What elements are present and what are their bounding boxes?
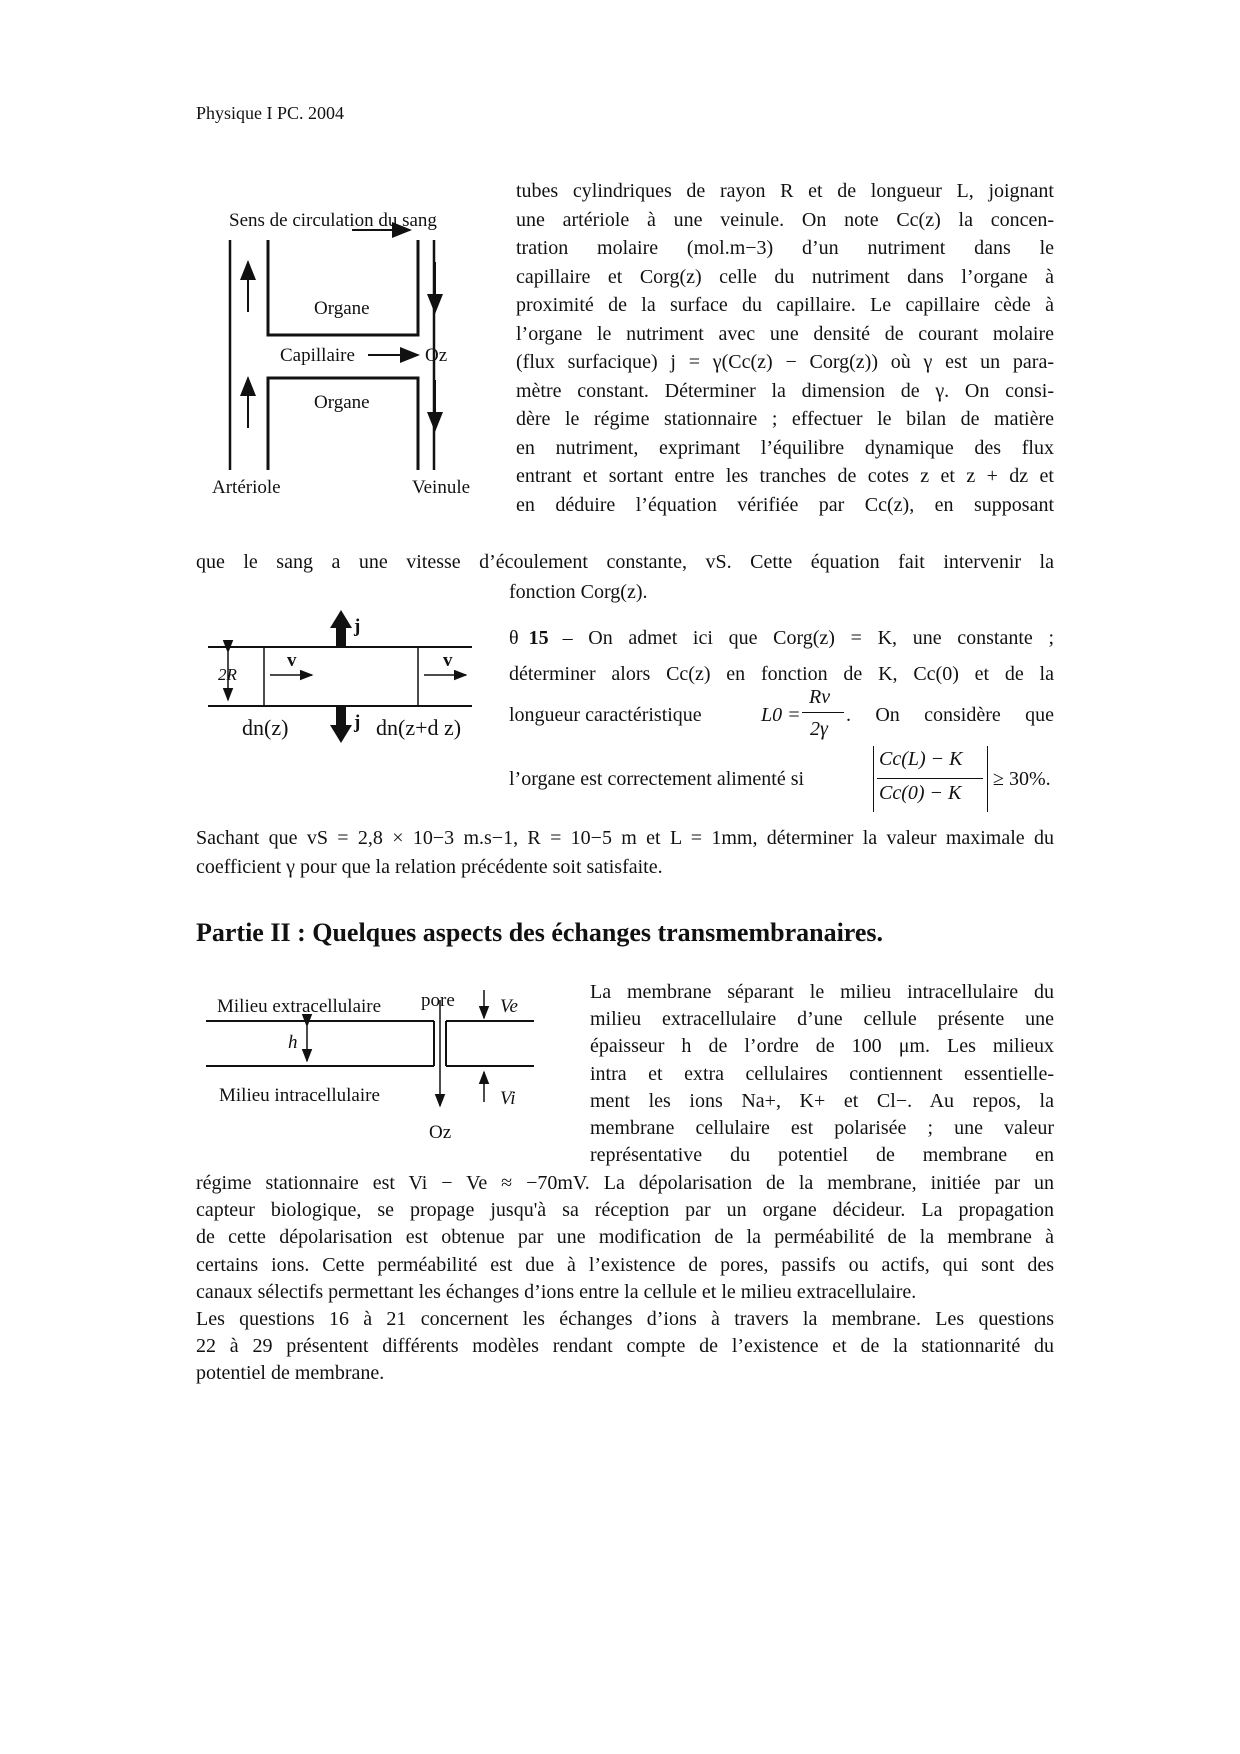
pore-label: pore	[421, 990, 455, 1011]
text-line: entrant et sortant entre les tranches de cotes z et z + dz et	[516, 465, 1054, 487]
ve-label: Ve	[500, 996, 518, 1017]
text-line: ment les ions Na+, K+ et Cl−. Au repos, la	[590, 1089, 1054, 1112]
capillary-label: Capillaire	[280, 345, 355, 366]
text-line: certains ions. Cette perméabilité est due à l’existence de pores, passifs ou actifs, qui sont des	[196, 1253, 1054, 1276]
text-line: intra et extra cellulaires contiennent essentielle-	[590, 1062, 1054, 1085]
text-line: coefficient γ pour que la relation précédente soit satisfaite.	[196, 855, 663, 878]
dn-left-label: dn(z)	[242, 715, 289, 740]
flux-j-top: j	[354, 616, 361, 637]
q15-line3-a: longueur caractéristique	[509, 704, 702, 726]
text-line: proximité de la surface du capillaire. Le capillaire cède à	[516, 294, 1054, 316]
text-line: que le sang a une vitesse d’écoulement constante, vS. Cette équation fait intervenir la	[196, 551, 1054, 573]
organ-bottom-label: Organe	[314, 392, 370, 413]
flow-label: Sens de circulation du sang	[229, 210, 437, 231]
q15-line3-b: . On considère que	[846, 704, 1054, 726]
flux-j-bottom: j	[354, 712, 361, 733]
venule-label: Veinule	[412, 477, 471, 498]
text-line: mètre constant. Déterminer la dimension de γ. On consi-	[516, 379, 1054, 402]
text-line: Les questions 16 à 21 concernent les échanges d’ions à travers la membrane. Les questions	[196, 1307, 1054, 1330]
velocity-label-right: v	[443, 650, 453, 671]
intracellular-label: Milieu intracellulaire	[219, 1085, 380, 1106]
q15-line4-a: l’organe est correctement alimenté si	[509, 768, 805, 790]
text-line: régime stationnaire est Vi − Ve ≈ −70mV. La dépolarisation de la membrane, initiée par un	[196, 1172, 1054, 1194]
text-line: représentative du potentiel de membrane en	[590, 1144, 1054, 1167]
text-line: capillaire et Corg(z) celle du nutriment dans l’organe à	[516, 265, 1054, 288]
text-line: en nutriment, exprimant l’équilibre dynamique des flux	[516, 436, 1054, 459]
text-line: dère le régime stationnaire ; effectuer le bilan de matière	[516, 408, 1054, 430]
q15-line2: déterminer alors Cc(z) en fonction de K, Cc(0) et de la	[509, 663, 1054, 685]
question-marker: θ	[509, 627, 519, 649]
text-line: Sachant que vS = 2,8 × 10−3 m.s−1, R = 10−5 m et L = 1mm, déterminer la valeur maximale du	[196, 827, 1054, 849]
text-line: canaux sélectifs permettant les échanges d’ions entre la cellule et le milieu extracellulaire.	[196, 1280, 917, 1303]
abs-numerator: Cc(L) − K	[879, 748, 963, 770]
text-line: milieu extracellulaire d’une cellule présente une	[590, 1008, 1054, 1031]
membrane-axis-label: Oz	[429, 1122, 452, 1143]
text-line: l’organe le nutriment avec une densité de courant molaire	[516, 322, 1054, 345]
radius-label: 2R	[218, 665, 237, 684]
fraction-numerator: Rv	[809, 686, 831, 708]
paragraph-membrane	[590, 979, 1054, 1169]
fraction-denominator: 2γ	[810, 718, 828, 740]
thickness-label: h	[288, 1032, 298, 1053]
text-line: membrane cellulaire est polarisée ; une valeur	[590, 1116, 1054, 1139]
axis-label: Oz	[425, 345, 448, 366]
dn-right-label: dn(z+d z)	[376, 715, 462, 740]
l0-symbol: L0 =	[761, 704, 801, 726]
text-line: potentiel de membrane.	[196, 1362, 385, 1385]
q15-line4-b: ≥ 30%.	[993, 768, 1051, 790]
text-line: La membrane séparant le milieu intracellulaire du	[590, 981, 1054, 1003]
paragraph-membrane-cont	[196, 1170, 1054, 1388]
text-line: tration molaire (mol.m−3) d’un nutriment dans le	[516, 237, 1054, 259]
organ-top-label: Organe	[314, 298, 370, 319]
text-line: capteur biologique, se propage jusqu'à sa réception par un organe décideur. La propagation	[196, 1199, 1054, 1222]
abs-denominator: Cc(0) − K	[879, 782, 962, 804]
text-line: une artériole à une veinule. On note Cc(z) la concen-	[516, 208, 1054, 231]
arteriole-label: Artériole	[212, 477, 281, 498]
question-number: 15	[528, 627, 549, 649]
velocity-label-left: v	[287, 650, 297, 671]
text-line: 22 à 29 présentent différents modèles rendant compte de l’existence et de la stationnarité du	[196, 1335, 1054, 1358]
extracellular-label: Milieu extracellulaire	[217, 996, 382, 1017]
text-line: épaisseur h de l’ordre de 100 μm. Les milieux	[590, 1035, 1054, 1058]
vi-label: Vi	[500, 1088, 516, 1109]
page-header: Physique I PC. 2004	[196, 103, 345, 123]
text-line: tubes cylindriques de rayon R et de longueur L, joignant	[516, 180, 1054, 202]
text-line: en déduire l’équation vérifiée par Cc(z), en supposant	[516, 493, 1054, 516]
section-title: Partie II : Quelques aspects des échanges transmembranaires.	[196, 918, 884, 947]
text-line: fonction Corg(z).	[509, 581, 648, 603]
text-line: de cette dépolarisation est obtenue par une modification de la perméabilité de la membrane à	[196, 1226, 1054, 1249]
q15-line1: – On admet ici que Corg(z) = K, une constante ;	[562, 627, 1054, 649]
text-line: (flux surfacique) j = γ(Cc(z) − Corg(z)) où γ est un para-	[516, 351, 1054, 373]
